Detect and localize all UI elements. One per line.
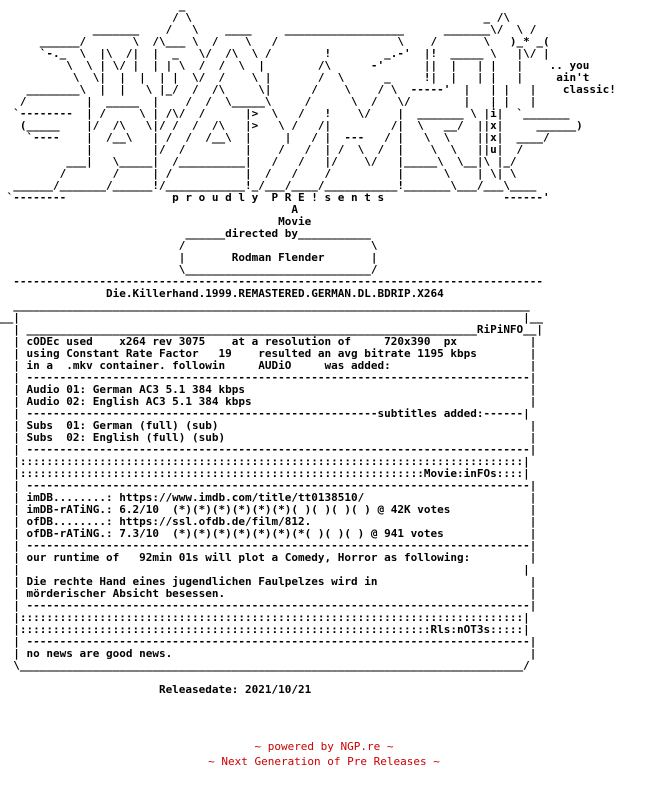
footer-tagline: ~ Next Generation of Pre Releases ~ [208,755,440,768]
nfo-text: _ / \ _ /\ _______ / \ ____ __________________ _______\/ \ / ______/ \ /\___ \ / \ / \ / \ )_* _( `-._ \ |\ /| | _ \/ /\ \ / ! _.-' |! _____ \ |\/ | \ \ | \/ | | | \ / / \ | /\ -' || | | | | .. you \ \| | | | | \/ / \ | / \ _ !| | | | | ain't ________\ | | \ |_/ / /\ \| / \ / \ -----' | | | | classic! / | _____ | / / \_____\ / \ / \/ | | | | `-------- | / \ | /\/ / |> \ / ! \/ | _______ \ |i| `_______ (_____ |/ /\ \|/ / / /\ |> \ / /| /| \ __/ ||x| ______) `---- | /__\ | / / /__\ | | / | --- / | \ \ ||x| ____/ | |/ / | / / | / \ / | \ \ ||u| / ___| \_____| /__________| / / |/ \/ |_____\ \__|\ |_/ / / | / | / / / | \ | \| \ ______/_______/______!/____________!_/___/____/___________!_______\___/___\____ `-------- p r o u d l y P R E ! s e n t s ------' A Movie ______directed by___________ / \ | Rodman Flender | \____________________________/ -------------------------------------------------------------------------------- Die.Killerhand.1999.REMASTERED.GERMAN.DL.BDRIP.X264 ______________________________________________________________________________ __| |__ | ____________________________________________________________________RiPiNFO__| | cODEc used x264 rev 3075 at a resolution of 720x390 px | | using Constant Rate Factor 19 resulted an avg bitrate 1195 kbps | | in a .mkv container. followin AUDiO was added: | | ----------------------------------------------------------------------------| | Audio 01: German AC3 5.1 384 kbps | | Audio 02: English AC3 5.1 384 kbps | | -----------------------------------------------------subtitles added:------| | Subs 01: German (full) (sub) | | Subs 02: English (full) (sub) | | ----------------------------------------------------------------------------| |::::::::::::::::::::::::::::::::::::::::::::::::::::::::::::::::::::::::::::| |:::::::::::::::::::::::::::::::::::::::::::::::::::::::::::::Movie:inFOs::::| | ----------------------------------------------------------------------------| | imDB........: https://www.imdb.com/title/tt0138510/ | | imDB-rATiNG.: 6.2/10 (*)(*)(*)(*)(*)(*)( )( )( )( ) @ 42K votes | | ofDB........: https://ssl.ofdb.de/film/812. | | ofDB-rATiNG.: 7.3/10 (*)(*)(*)(*)(*)(*)(*( )( )( ) @ 941 votes | | ----------------------------------------------------------------------------| | our runtime of 92min 01s will plot a Comedy, Horror as following: | | | | Die rechte Hand eines jugendlichen Faulpelzes wird in | | mörderischer Absicht besessen. | | ----------------------------------------------------------------------------| |::::::::::::::::::::::::::::::::::::::::::::::::::::::::::::::::::::::::::::| |::::::::::::::::::::::::::::::::::::::::::::::::::::::::::::::Rls:nOT3s:::::| | ----------------------------------------------------------------------------| | no news are good news. | \____________________________________________________________________________/ Releasedate: 2021/10/21 [0,0,616,696]
footer-powered-by: ~ powered by NGP.re ~ [254,740,394,753]
